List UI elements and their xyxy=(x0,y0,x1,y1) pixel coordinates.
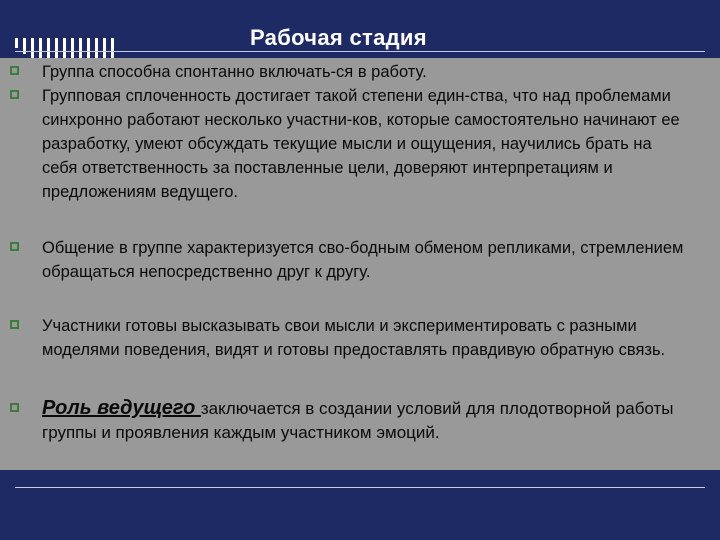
square-bullet-icon xyxy=(10,403,19,412)
square-bullet-icon xyxy=(10,66,19,75)
bullet-text: Группа способна спонтанно включать-ся в работу. xyxy=(42,63,427,81)
bullet-text: Участники готовы высказывать свои мысли и экспериментировать с разными моделями поведения, видят и готовы предоставлять правдивую обратную связь. xyxy=(42,317,666,359)
bullet-text: Общение в группе характеризуется сво-бодным обменом репликами, стремлением обращаться непосредственно друг к другу. xyxy=(42,239,684,281)
square-bullet-icon xyxy=(10,242,19,251)
footer-divider xyxy=(15,487,705,488)
slide-title: Рабочая стадия xyxy=(250,25,427,50)
bullet-text: Групповая сплоченность достигает такой степени един-ства, что над проблемами синхронно работают несколько участни-ков, которые самостоятельно начинают ее разработку, умеют обсуждать текущие мысли и ощущения, научились брать на себя ответственность за поставленные цели, доверяют интерпретациям и предложениям ведущего. xyxy=(42,87,680,201)
title-divider xyxy=(15,51,705,52)
bullet-text: заключается в создании условий для плодотворной работы группы и проявления каждым участником эмоций. xyxy=(42,399,674,442)
square-bullet-icon xyxy=(10,320,19,329)
role-highlight: Роль ведущего xyxy=(42,397,201,419)
square-bullet-icon xyxy=(10,90,19,99)
